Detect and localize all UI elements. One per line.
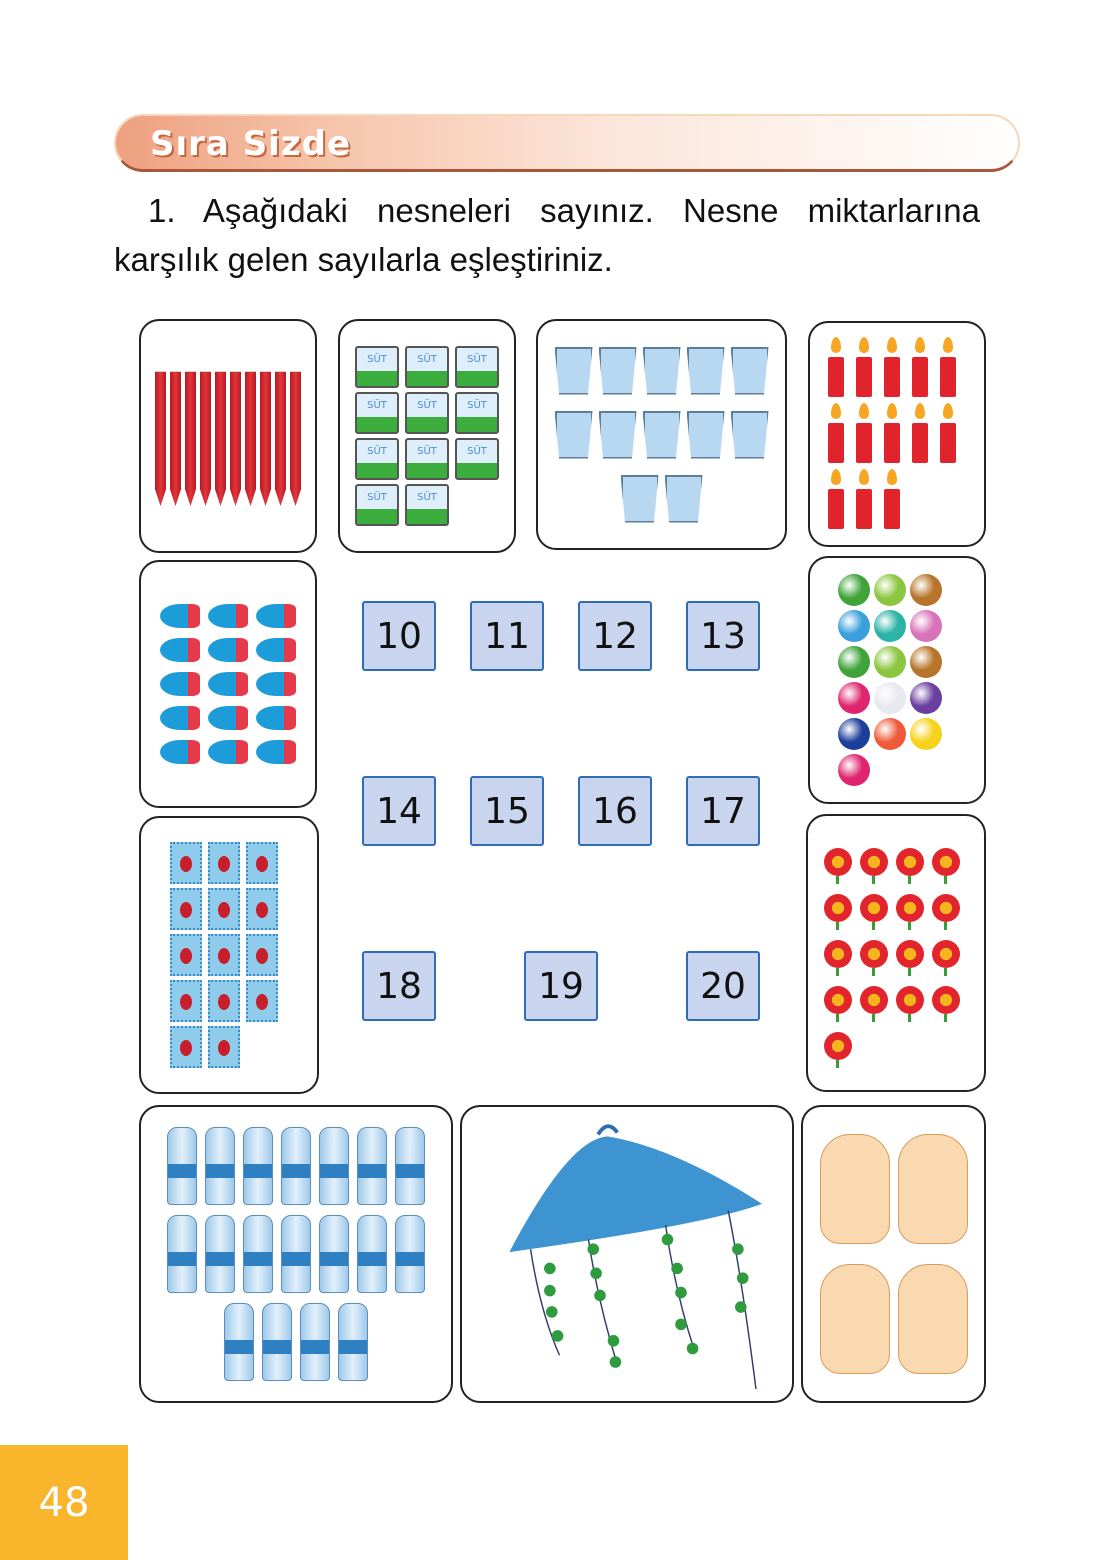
stamp-icon: [170, 1026, 202, 1068]
glass-icon: [599, 411, 637, 459]
candle-icon: [940, 423, 956, 463]
milk-cartons-box[interactable]: [338, 319, 516, 553]
candle-icon: [912, 423, 928, 463]
bottle-icon: [205, 1127, 235, 1205]
flower-icon: [896, 940, 924, 968]
stamp-icon: [170, 842, 202, 884]
flower-icon: [932, 986, 960, 1014]
marble-icon: [910, 574, 942, 606]
candle-icon: [828, 357, 844, 397]
flower-icon: [824, 848, 852, 876]
bottle-icon: [395, 1215, 425, 1293]
hand-icon: [820, 1264, 890, 1374]
candle-icon: [884, 357, 900, 397]
stamp-icon: [246, 888, 278, 930]
page-number: 48: [0, 1445, 128, 1560]
fish-icon: [256, 638, 296, 662]
marble-icon: [910, 610, 942, 642]
number-tile-16[interactable]: 16: [578, 776, 652, 846]
pencil-icon: [290, 366, 301, 506]
candle-icon: [912, 357, 928, 397]
marble-icon: [910, 718, 942, 750]
marble-icon: [838, 574, 870, 606]
bottle-icon: [205, 1215, 235, 1293]
jellyfish-box[interactable]: [460, 1105, 794, 1403]
stamp-icon: [246, 980, 278, 1022]
section-title: Sıra Sizde: [150, 124, 352, 164]
bottle-icon: [357, 1215, 387, 1293]
candle-icon: [828, 489, 844, 529]
flower-icon: [896, 848, 924, 876]
number-tile-15[interactable]: 15: [470, 776, 544, 846]
glass-icon: [731, 347, 769, 395]
stamp-icon: [170, 980, 202, 1022]
marbles-box[interactable]: [808, 556, 986, 804]
fish-icon: [256, 672, 296, 696]
candle-icon: [884, 489, 900, 529]
section-banner: [114, 114, 1020, 172]
marble-icon: [874, 682, 906, 714]
fish-icon: [208, 672, 248, 696]
milk-icon: SÜT: [405, 346, 449, 388]
pencil-icon: [185, 366, 196, 506]
fish-icon: [160, 672, 200, 696]
glass-icon: [643, 347, 681, 395]
flower-icon: [860, 986, 888, 1014]
candle-icon: [856, 423, 872, 463]
number-tile-12[interactable]: 12: [578, 601, 652, 671]
milk-icon: SÜT: [455, 392, 499, 434]
stamp-icon: [208, 980, 240, 1022]
marble-icon: [874, 574, 906, 606]
flower-icon: [932, 894, 960, 922]
pencil-icon: [155, 366, 166, 506]
milk-icon: SÜT: [355, 346, 399, 388]
bottle-icon: [357, 1127, 387, 1205]
stamp-icon: [170, 934, 202, 976]
bottle-icon: [243, 1127, 273, 1205]
number-tile-20[interactable]: 20: [686, 951, 760, 1021]
candle-icon: [940, 357, 956, 397]
pencil-icon: [260, 366, 271, 506]
marble-icon: [838, 718, 870, 750]
fish-icon: [256, 604, 296, 628]
candles-box[interactable]: [808, 321, 986, 547]
pencil-icon: [215, 366, 226, 506]
milk-icon: SÜT: [355, 438, 399, 480]
fish-icon: [160, 604, 200, 628]
fish-icon: [256, 706, 296, 730]
bottle-icon: [167, 1215, 197, 1293]
marble-icon: [874, 610, 906, 642]
pencil-icon: [170, 366, 181, 506]
milk-icon: SÜT: [405, 438, 449, 480]
bottle-icon: [300, 1303, 330, 1381]
hand-icon: [898, 1264, 968, 1374]
bottle-icon: [319, 1127, 349, 1205]
pencil-icon: [200, 366, 211, 506]
instruction-line-1: 1. Aşağıdaki nesneleri sayınız. Nesne miktarlarına: [148, 192, 980, 229]
marble-icon: [910, 682, 942, 714]
fish-icon: [208, 638, 248, 662]
marble-icon: [838, 646, 870, 678]
glass-icon: [665, 475, 703, 523]
stamp-icon: [170, 888, 202, 930]
jellyfish-icon: [477, 1119, 777, 1389]
flower-icon: [824, 1032, 852, 1060]
pencils-box[interactable]: [139, 319, 317, 553]
hands-box[interactable]: [801, 1105, 986, 1403]
marble-icon: [874, 718, 906, 750]
pencil-icon: [245, 366, 256, 506]
milk-icon: SÜT: [405, 392, 449, 434]
flower-icon: [932, 940, 960, 968]
stamp-icon: [246, 934, 278, 976]
bottle-icon: [224, 1303, 254, 1381]
flowers-box[interactable]: [806, 814, 986, 1092]
fish-icon: [256, 740, 296, 764]
candle-icon: [828, 423, 844, 463]
hand-icon: [898, 1134, 968, 1244]
glass-icon: [731, 411, 769, 459]
flower-icon: [896, 986, 924, 1014]
milk-icon: SÜT: [455, 346, 499, 388]
bottle-icon: [395, 1127, 425, 1205]
marble-icon: [838, 610, 870, 642]
bottle-icon: [243, 1215, 273, 1293]
marble-icon: [910, 646, 942, 678]
stamp-icon: [246, 842, 278, 884]
flower-icon: [824, 894, 852, 922]
glass-icon: [687, 347, 725, 395]
fish-box[interactable]: [139, 560, 317, 808]
instruction: [114, 186, 980, 284]
fish-icon: [208, 706, 248, 730]
bottle-icon: [262, 1303, 292, 1381]
stamp-icon: [208, 934, 240, 976]
marble-icon: [838, 682, 870, 714]
stamps-box[interactable]: [139, 816, 319, 1094]
flower-icon: [860, 940, 888, 968]
milk-icon: SÜT: [405, 484, 449, 526]
candle-icon: [856, 489, 872, 529]
milk-icon: SÜT: [355, 484, 399, 526]
flower-icon: [824, 986, 852, 1014]
stamp-icon: [208, 842, 240, 884]
flower-icon: [824, 940, 852, 968]
flower-icon: [860, 848, 888, 876]
fish-icon: [208, 740, 248, 764]
bottle-icon: [281, 1215, 311, 1293]
number-tile-14[interactable]: 14: [362, 776, 436, 846]
number-tile-19[interactable]: 19: [524, 951, 598, 1021]
milk-icon: SÜT: [455, 438, 499, 480]
flower-icon: [896, 894, 924, 922]
pencil-icon: [230, 366, 241, 506]
number-tile-18[interactable]: 18: [362, 951, 436, 1021]
marble-icon: [874, 646, 906, 678]
glass-icon: [687, 411, 725, 459]
stamp-icon: [208, 1026, 240, 1068]
flower-icon: [860, 894, 888, 922]
number-tile-11[interactable]: 11: [470, 601, 544, 671]
number-tile-10[interactable]: 10: [362, 601, 436, 671]
stamp-icon: [208, 888, 240, 930]
glasses-box[interactable]: [536, 319, 787, 550]
bottles-box[interactable]: [139, 1105, 453, 1403]
number-tile-17[interactable]: 17: [686, 776, 760, 846]
fish-icon: [160, 638, 200, 662]
bottle-icon: [281, 1127, 311, 1205]
instruction-line-2: karşılık gelen sayılarla eşleştiriniz.: [114, 241, 613, 278]
candle-icon: [884, 423, 900, 463]
bottle-icon: [338, 1303, 368, 1381]
bottle-icon: [167, 1127, 197, 1205]
flower-icon: [932, 848, 960, 876]
number-tile-13[interactable]: 13: [686, 601, 760, 671]
glass-icon: [599, 347, 637, 395]
fish-icon: [160, 740, 200, 764]
candle-icon: [856, 357, 872, 397]
marble-icon: [838, 754, 870, 786]
pencil-icon: [275, 366, 286, 506]
glass-icon: [621, 475, 659, 523]
hand-icon: [820, 1134, 890, 1244]
milk-icon: SÜT: [355, 392, 399, 434]
glass-icon: [555, 411, 593, 459]
fish-icon: [160, 706, 200, 730]
glass-icon: [555, 347, 593, 395]
fish-icon: [208, 604, 248, 628]
bottle-icon: [319, 1215, 349, 1293]
glass-icon: [643, 411, 681, 459]
